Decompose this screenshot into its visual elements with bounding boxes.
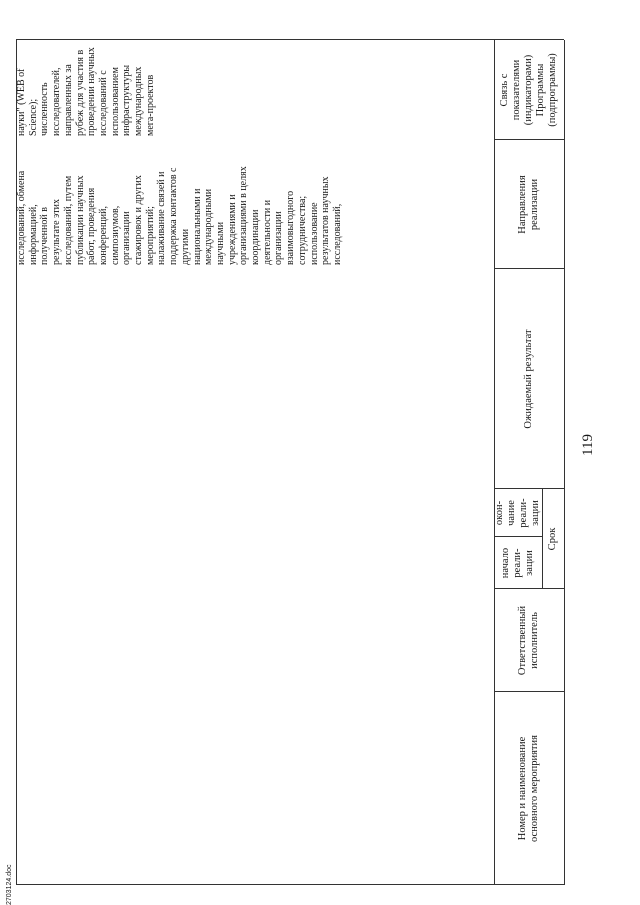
header-term-end: окон- чание реали- зации [494, 498, 541, 528]
header-expected-result: Ожидаемый результат [523, 329, 534, 429]
header-term-start: начало реали- зации [500, 547, 535, 579]
header-directions: Направления реализации [517, 175, 540, 234]
program-measures-table [16, 40, 564, 885]
header-measure-name: Номер и наименование основного мероприятия [517, 735, 540, 842]
header-indicator-link: Связь с показателями (индикаторами) Программы (подпрограммы) [499, 53, 558, 127]
indicator-link-text: науки" (WEB of Science); численность исследователей, направленных за рубеж для участия в проведении научных исследований с использованием инфраструктуры международных мега-проектов [16, 47, 156, 136]
page-number: 119 [580, 434, 596, 456]
table-border-left [16, 884, 564, 885]
header-responsible: Ответственный исполнитель [517, 605, 540, 676]
table-border-bottom [564, 40, 565, 885]
directions-text: исследований, обмена информацией, полученной в результате этих исследований, путем публикации научных работ, проведения конференций, симпозиумов, организации стажировок и других мероприятий; налаживание связей и поддержка контактов с другими национальными и международными научными учреждениями и организациями в целях координации деятельности и организации взаимовыгодного сотрудничества; использование результатов научных исследований, [16, 166, 343, 265]
document-code: 2703124.doc [6, 864, 13, 905]
header-term: Срок [547, 527, 558, 551]
